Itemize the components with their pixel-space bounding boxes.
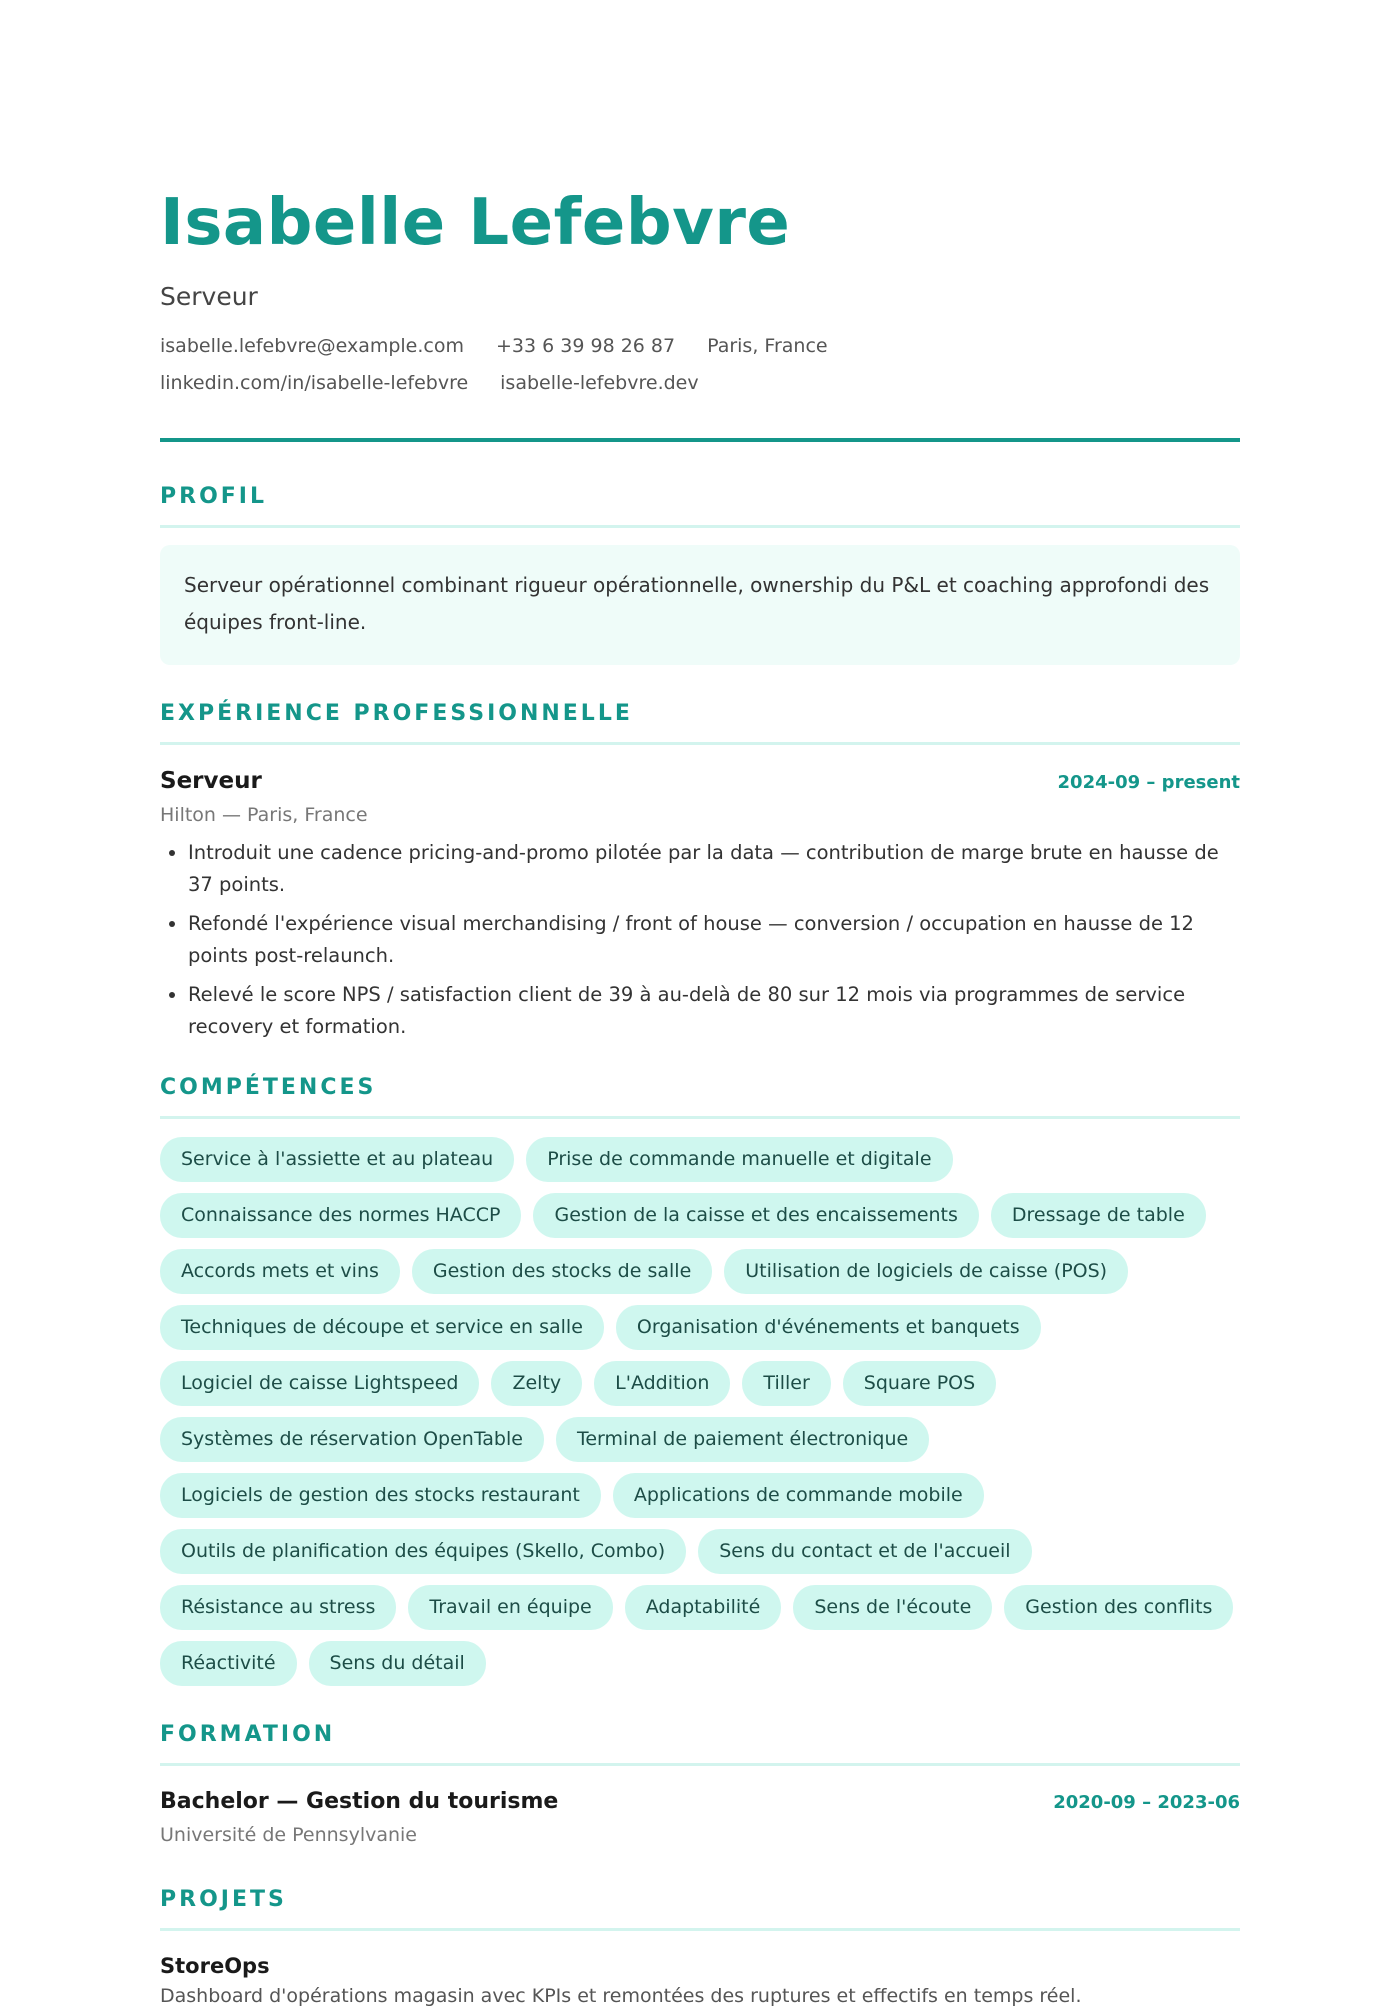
section-divider [160,1763,1240,1766]
profile-summary: Serveur opérationnel combinant rigueur opérationnelle, ownership du P&L et coaching approfondi des équipes front-line. [160,545,1240,665]
resume-page [160,180,1240,2011]
skill-chip: Outils de planification des équipes (Skello, Combo) [160,1529,686,1574]
contact-location: Paris, France [707,335,828,357]
resume-header [160,180,1240,442]
skill-chip: Travail en équipe [408,1585,612,1630]
candidate-role: Serveur [160,282,258,311]
skill-chip: Terminal de paiement électronique [556,1417,929,1462]
skill-chip: Logiciel de caisse Lightspeed [160,1361,479,1406]
experience-section-title: EXPÉRIENCE PROFESSIONNELLE [160,701,633,726]
skill-chip: Techniques de découpe et service en salle [160,1305,604,1350]
contact-website[interactable]: isabelle-lefebvre.dev [500,372,699,394]
job-entry [160,765,1240,1043]
header-divider [160,438,1240,442]
section-divider [160,525,1240,528]
profile-section [160,482,1240,665]
contact-email[interactable]: isabelle.lefebvre@example.com [160,335,464,357]
project-description: Dashboard d'opérations magasin avec KPIs et remontées des ruptures et effectifs en temps réel. [160,1985,1082,2007]
education-school: Université de Pennsylvanie [160,1824,417,1846]
contact-phone[interactable]: +33 6 39 98 26 87 [496,335,676,357]
skill-chip: Gestion de la caisse et des encaissements [533,1193,978,1238]
job-title: Serveur [160,768,262,794]
achievement-item: • Relevé le score NPS / satisfaction client de 39 à au-delà de 80 sur 12 mois via programmes de service recovery et formation. [188,979,1240,1043]
contact-linkedin[interactable]: linkedin.com/in/isabelle-lefebvre [160,372,469,394]
skill-chip: Gestion des conflits [1004,1585,1233,1630]
education-header [160,1786,1240,1819]
skill-chip: Accords mets et vins [160,1249,400,1294]
skill-chip: Logiciels de gestion des stocks restaurant [160,1473,601,1518]
skill-chip: L'Addition [594,1361,730,1406]
skill-chip: Réactivité [160,1641,297,1686]
project-name: StoreOps [160,1954,270,1978]
section-divider [160,1116,1240,1119]
skill-chip: Sens de l'écoute [793,1585,992,1630]
job-company: Hilton — Paris, France [160,804,368,826]
job-achievements [160,837,1240,1043]
skill-chip: Sens du détail [309,1641,486,1686]
education-section [160,1720,1240,1849]
job-dates: 2024-09 – present [1057,772,1240,793]
skill-chip: Résistance au stress [160,1585,396,1630]
skill-chip: Gestion des stocks de salle [412,1249,712,1294]
job-header [160,765,1240,799]
achievement-item: • Introduit une cadence pricing-and-promo pilotée par la data — contribution de marge brute en hausse de 37 points. [188,837,1240,901]
skill-chip: Adaptabilité [625,1585,782,1630]
contact-list [160,332,1160,398]
skill-chip: Sens du contact et de l'accueil [698,1529,1031,1574]
skill-chip: Dressage de table [991,1193,1206,1238]
education-entry [160,1786,1240,1849]
skills-list [160,1137,1240,1686]
achievement-item: • Refondé l'expérience visual merchandising / front of house — conversion / occupation en hausse de 12 points post-relaunch. [188,908,1240,972]
education-degree: Bachelor — Gestion du tourisme [160,1789,559,1814]
skill-chip: Square POS [843,1361,996,1406]
skill-chip: Zelty [491,1361,582,1406]
skill-chip: Systèmes de réservation OpenTable [160,1417,544,1462]
skills-section-title: COMPÉTENCES [160,1075,377,1100]
section-divider [160,742,1240,745]
candidate-name: Isabelle Lefebvre [160,186,791,260]
section-divider [160,1928,1240,1931]
skill-chip: Utilisation de logiciels de caisse (POS) [724,1249,1128,1294]
project-entry [160,1951,1240,2011]
skill-chip: Service à l'assiette et au plateau [160,1137,514,1182]
education-section-title: FORMATION [160,1722,336,1747]
experience-section [160,699,1240,1043]
skill-chip: Prise de commande manuelle et digitale [526,1137,952,1182]
skill-chip: Organisation d'événements et banquets [616,1305,1041,1350]
skill-chip: Connaissance des normes HACCP [160,1193,521,1238]
skills-section [160,1073,1240,1686]
projects-section-title: PROJETS [160,1887,287,1912]
education-dates: 2020-09 – 2023-06 [1053,1792,1240,1813]
skill-chip: Applications de commande mobile [613,1473,984,1518]
skill-chip: Tiller [742,1361,830,1406]
profile-section-title: PROFIL [160,484,267,509]
projects-section [160,1885,1240,2011]
